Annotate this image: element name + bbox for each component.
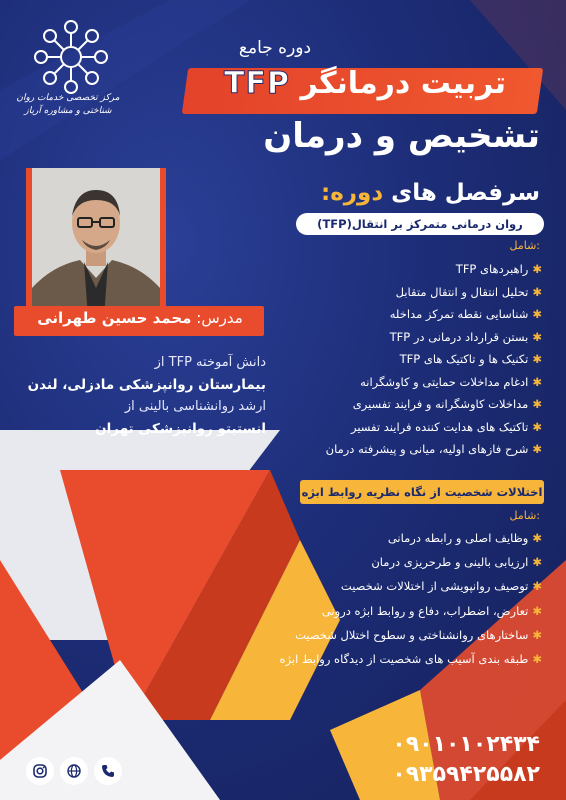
syllabus-title-highlight: دوره: xyxy=(321,180,384,206)
section2-includes-label: :شامل xyxy=(509,509,540,522)
instructor-photo xyxy=(32,168,160,318)
section2-item xyxy=(250,526,542,550)
section2-item-text: توصیف روانپویشی از اختلالات شخصیت xyxy=(340,579,529,594)
syllabus-title xyxy=(300,180,540,206)
section1-item-text: مداخلات کاوشگرانه و فرایند تفسیری xyxy=(352,397,529,411)
section2-item xyxy=(250,574,542,598)
section2-title: اختلالات شخصیت از نگاه نظریه روابط ابژه xyxy=(300,480,544,504)
section1-item xyxy=(280,416,542,439)
section1-item-text: شناسایی نقطه تمرکز مداخله xyxy=(389,307,529,321)
section2-item-text: وظایف اصلی و رابطه درمانی xyxy=(387,531,529,545)
instructor-name: محمد حسین طهرانی xyxy=(37,309,192,327)
bullet-icon: ✱ xyxy=(532,651,542,666)
globe-icon[interactable] xyxy=(60,757,88,785)
bullet-icon: ✱ xyxy=(532,352,542,366)
bullet-icon: ✱ xyxy=(532,603,542,618)
instructor-label: مدرس: xyxy=(196,309,243,327)
section2-item xyxy=(250,599,542,623)
instructor-line xyxy=(20,309,260,327)
section1-item-text: راهبردهای TFP xyxy=(455,262,529,276)
section1-list xyxy=(280,258,542,461)
section1-item-text: شرح فازهای اولیه، میانی و پیشرفته درمان xyxy=(325,442,529,456)
bio-line-1: دانش آموخته TFP از xyxy=(154,355,266,370)
section2-item xyxy=(250,623,542,647)
bullet-icon: ✱ xyxy=(532,442,542,456)
section1-item xyxy=(280,348,542,371)
section1-item-text: تکنیک ها و تاکتیک های TFP xyxy=(399,352,529,366)
section2-item xyxy=(250,550,542,574)
subtitle: تشخیص و درمان xyxy=(263,116,540,156)
section1-includes-label: :شامل xyxy=(509,239,540,252)
syllabus-title-prefix: سرفصل های xyxy=(391,180,540,206)
section2-item-text: ارزیابی بالینی و طرحریزی درمان xyxy=(371,555,529,570)
section1-item xyxy=(280,281,542,304)
bio-line-3: ارشد روانشناسی بالینی از xyxy=(124,399,266,414)
main-title-tfp: TFP xyxy=(224,66,290,101)
bullet-icon: ✱ xyxy=(532,284,542,299)
section1-item xyxy=(280,303,542,326)
bio-line-4: انستیتو روانپزشکی تهران xyxy=(95,421,266,437)
org-name: مرکز تخصصی خدمات روان شناختی و مشاوره آریاز xyxy=(16,93,120,116)
bullet-icon: ✱ xyxy=(532,307,542,321)
main-title-text: تربیت درمانگر xyxy=(300,66,506,101)
bullet-icon: ✱ xyxy=(532,262,542,276)
bullet-icon: ✱ xyxy=(532,419,542,434)
bullet-icon: ✱ xyxy=(532,579,542,594)
section1-title: روان درمانی متمرکز بر انتقال(TFP) xyxy=(296,213,544,235)
section2-item-text: تعارض، اضطراب، دفاع و روابط ابژه درونی xyxy=(321,603,529,618)
main-title xyxy=(190,66,540,101)
phone-number-1[interactable]: ۰۹۰۱۰۱۰۲۴۳۴ xyxy=(392,732,540,757)
bullet-icon: ✱ xyxy=(532,627,542,642)
section2-item xyxy=(250,647,542,671)
bullet-icon: ✱ xyxy=(532,374,542,389)
phone-number-2[interactable]: ۰۹۳۵۹۴۲۵۵۸۲ xyxy=(392,762,540,787)
bio-line-2: بیمارستان روانپزشکی مادزلی، لندن xyxy=(27,377,266,393)
course-type-label: دوره جامع xyxy=(238,38,312,58)
instructor-bio xyxy=(20,352,266,440)
bullet-icon: ✱ xyxy=(532,329,542,344)
section1-item xyxy=(280,393,542,416)
bullet-icon: ✱ xyxy=(532,397,542,411)
section1-item xyxy=(280,258,542,281)
section1-item xyxy=(280,371,542,394)
section1-item-text: ادغام مداخلات حمایتی و کاوشگرانه xyxy=(360,374,529,389)
bullet-icon: ✱ xyxy=(532,531,542,545)
section2-list xyxy=(250,526,542,671)
section1-item-text: تحلیل انتقال و انتقال متقابل xyxy=(395,284,529,299)
org-logo xyxy=(28,14,114,100)
phone-icon[interactable] xyxy=(94,757,122,785)
section2-item-text: طبقه بندی آسیب های شخصیت از دیدگاه روابط ابژه xyxy=(279,651,529,666)
section2-item-text: ساختارهای روانشناختی و سطوح اختلال شخصیت xyxy=(295,627,529,642)
section1-item xyxy=(280,326,542,349)
section1-item-text: بستن قرارداد درمانی در TFP xyxy=(389,329,529,344)
section1-item xyxy=(280,438,542,461)
bullet-icon: ✱ xyxy=(532,555,542,570)
section1-item-text: تاکتیک های هدایت کننده فرایند تفسیر xyxy=(350,419,529,434)
instagram-icon[interactable] xyxy=(26,757,54,785)
